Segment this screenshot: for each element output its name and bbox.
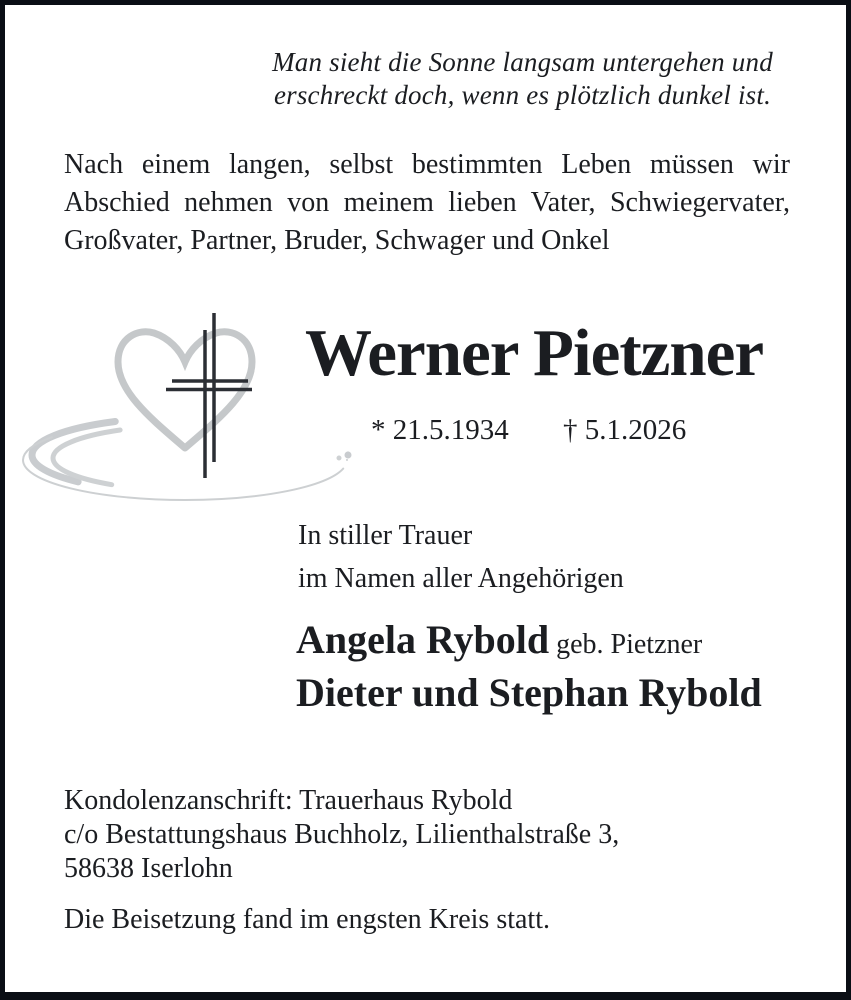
condolence-line-3: 58638 Iserlohn: [64, 853, 233, 884]
death-date-value: 5.1.2026: [584, 414, 687, 446]
mourning-statement: [298, 514, 624, 600]
daughter-suffix: geb. Pietzner: [549, 629, 703, 660]
mourning-line-1: In stiller Trauer: [298, 520, 473, 551]
mourning-line-2: im Namen aller Angehörigen: [298, 563, 624, 594]
condolence-line-2: c/o Bestattungshaus Buchholz, Lilienthalstraße 3,: [64, 819, 620, 850]
epigraph-line-1: Man sieht die Sonne langsam untergehen und: [272, 47, 773, 77]
birth-date-value: 21.5.1934: [392, 414, 509, 446]
death-date: [563, 416, 686, 445]
swoosh-arc-outer: [32, 417, 348, 493]
family-names: [296, 618, 762, 715]
birth-symbol: *: [371, 414, 386, 446]
birth-date: [371, 416, 509, 445]
death-symbol: †: [563, 414, 578, 446]
announcement-line-1: Nach einem langen, selbst bestimmten Leben müssen wir: [64, 149, 790, 180]
sons-names: Dieter und Stephan Rybold: [296, 670, 762, 715]
family-line-1: [296, 618, 762, 671]
epigraph-line-2: erschreckt doch, wenn es plötzlich dunkel ist.: [273, 80, 772, 110]
announcement-paragraph: [64, 146, 790, 260]
announcement-line-3: Großvater, Partner, Bruder, Schwager und Onkel: [64, 225, 610, 256]
daughter-name: Angela Rybold: [296, 617, 550, 662]
condolence-address: [64, 784, 794, 886]
announcement-line-2: Abschied nehmen von meinem lieben Vater, Schwiegervater,: [64, 187, 790, 218]
burial-note: Die Beisetzung fand im engsten Kreis statt.: [64, 904, 550, 935]
epigraph: [270, 46, 775, 112]
condolence-line-1: Kondolenzanschrift: Trauerhaus Rybold: [64, 785, 513, 816]
deceased-name: Werner Pietzner: [305, 316, 764, 390]
